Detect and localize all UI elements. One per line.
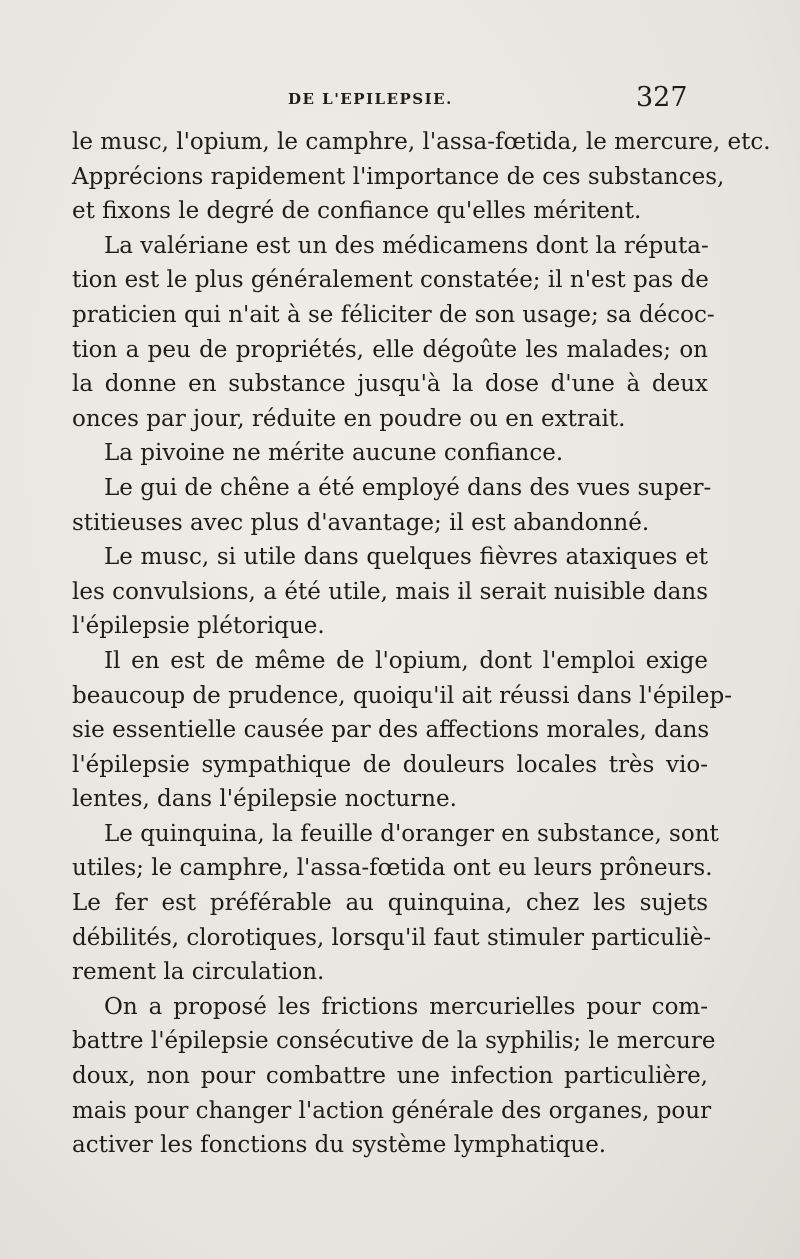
text-line: tion a peu de propriétés, elle dégoûte les malades; on: [72, 336, 708, 363]
text-line: doux, non pour combattre une infection particulière,: [72, 1063, 708, 1090]
text-line: On a proposé les frictions mercurielles pour com-: [104, 993, 708, 1020]
text-line: La valériane est un des médicamens dont la réputa-: [104, 232, 709, 259]
text-line: Il en est de même de l'opium, dont l'emploi exige: [104, 647, 708, 674]
text-line: Le gui de chêne a été employé dans des vues super-: [104, 474, 712, 501]
text-line: La pivoine ne mérite aucune confiance.: [104, 440, 564, 467]
text-line: les convulsions, a été utile, mais il serait nuisible dans: [72, 578, 708, 605]
text-line: l'épilepsie sympathique de douleurs locales très vio-: [72, 751, 708, 778]
text-line: la donne en substance jusqu'à la dose d'une à deux: [72, 371, 708, 398]
text-line: le musc, l'opium, le camphre, l'assa-fœtida, le mercure, etc.: [72, 129, 771, 155]
page-number: 327: [636, 82, 688, 113]
text-line: Apprécions rapidement l'importance de ces substances,: [72, 163, 725, 190]
text-line: onces par jour, réduite en poudre ou en extrait.: [72, 405, 626, 432]
text-line: activer les fonctions du système lymphatique.: [72, 1132, 607, 1159]
text-line: beaucoup de prudence, quoiqu'il ait réussi dans l'épilep-: [72, 682, 733, 709]
text-line: sie essentielle causée par des affections morales, dans: [72, 717, 710, 744]
text-line: débilités, clorotiques, lorsqu'il faut stimuler particuliè-: [72, 924, 712, 951]
text-line: Le musc, si utile dans quelques fièvres ataxiques et: [104, 544, 708, 571]
text-line: lentes, dans l'épilepsie nocturne.: [72, 786, 457, 813]
running-title: DE L'EPILEPSIE.: [288, 90, 453, 108]
body-text: [72, 125, 771, 1163]
text-line: battre l'épilepsie consécutive de la syphilis; le mercure: [72, 1028, 716, 1055]
text-line: l'épilepsie plétorique.: [72, 613, 325, 640]
text-line: et fixons le degré de confiance qu'elles méritent.: [72, 198, 642, 225]
text-line: Le quinquina, la feuille d'oranger en substance, sont: [104, 820, 719, 847]
text-line: utiles; le camphre, l'assa-fœtida ont eu leurs prôneurs.: [72, 855, 713, 882]
text-line: Le fer est préférable au quinquina, chez les sujets: [72, 890, 708, 917]
text-line: rement la circulation.: [72, 959, 325, 986]
text-line: mais pour changer l'action générale des organes, pour: [72, 1097, 712, 1124]
text-line: tion est le plus généralement constatée; il n'est pas de: [72, 267, 709, 294]
text-line: stitieuses avec plus d'avantage; il est abandonné.: [72, 509, 650, 536]
text-line: praticien qui n'ait à se féliciter de son usage; sa décoc-: [72, 301, 715, 328]
